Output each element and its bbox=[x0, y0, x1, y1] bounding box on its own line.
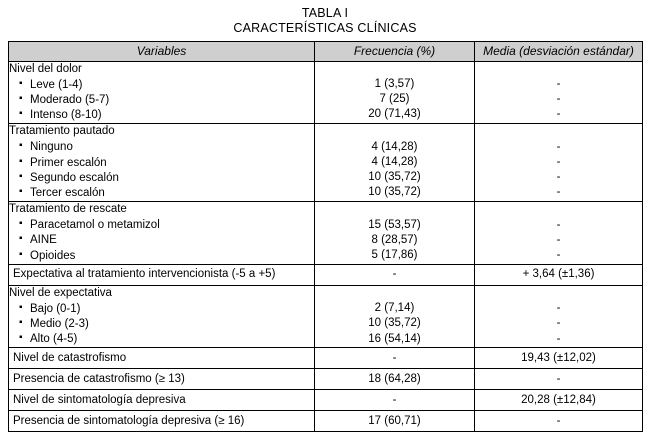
list-item: ▪ Segundo escalón bbox=[19, 171, 314, 186]
value-frequency: 2 (7,14) bbox=[315, 301, 474, 316]
value-frequency: 4 (14,28) bbox=[315, 140, 474, 155]
list-item: ▪ Ninguno bbox=[19, 140, 314, 155]
list-item: ▪ Paracetamol o metamizol bbox=[19, 218, 314, 233]
spacer bbox=[475, 62, 642, 77]
spacer bbox=[475, 125, 642, 140]
value-media: - bbox=[475, 140, 642, 155]
list-item: ▪ Moderado (5-7) bbox=[19, 93, 314, 108]
group-item-list bbox=[9, 218, 314, 264]
group-frequency-cell bbox=[315, 61, 475, 124]
value-media: - bbox=[475, 218, 642, 233]
row-label: Presencia de catastrofismo (≥ 13) bbox=[9, 369, 315, 390]
list-item: ▪ Medio (2-3) bbox=[19, 317, 314, 332]
value-frequency: 10 (35,72) bbox=[315, 185, 474, 200]
value-frequency: 4 (14,28) bbox=[315, 155, 474, 170]
group-media-cell bbox=[475, 202, 643, 265]
table-title-line-2: CARACTERÍSTICAS CLÍNICAS bbox=[8, 21, 642, 36]
table-row bbox=[9, 411, 643, 432]
list-item: ▪ Leve (1-4) bbox=[19, 78, 314, 93]
value-media: - bbox=[475, 185, 642, 200]
header-row bbox=[9, 41, 643, 61]
value-media: - bbox=[475, 369, 643, 390]
value-media: - bbox=[475, 77, 642, 92]
list-item: ▪ Bajo (0-1) bbox=[19, 302, 314, 317]
value-frequency: 1 (3,57) bbox=[315, 77, 474, 92]
table-row bbox=[9, 369, 643, 390]
value-frequency: - bbox=[315, 348, 475, 369]
value-media: - bbox=[475, 332, 642, 347]
group-frequency-cell bbox=[315, 202, 475, 265]
value-frequency: 15 (53,57) bbox=[315, 218, 474, 233]
table-row bbox=[9, 390, 643, 411]
list-item: ▪ Intenso (8-10) bbox=[19, 108, 314, 123]
value-frequency: 16 (54,14) bbox=[315, 332, 474, 347]
value-media: - bbox=[475, 411, 643, 432]
value-frequency: 20 (71,43) bbox=[315, 107, 474, 122]
table-row bbox=[9, 264, 643, 285]
value-media: - bbox=[475, 107, 642, 122]
row-label: Expectativa al tratamiento intervencionista (-5 a +5) bbox=[9, 264, 315, 285]
value-frequency: 17 (60,71) bbox=[315, 411, 475, 432]
table-title bbox=[8, 6, 642, 36]
group-media-cell bbox=[475, 285, 643, 348]
table-row bbox=[9, 348, 643, 369]
group-variables-cell bbox=[9, 285, 315, 348]
group-item-list bbox=[9, 140, 314, 201]
table-body bbox=[9, 61, 643, 432]
value-media: - bbox=[475, 301, 642, 316]
table-row bbox=[9, 202, 643, 265]
list-item: ▪ AINE bbox=[19, 233, 314, 248]
value-media: - bbox=[475, 316, 642, 331]
header-frecuencia: Frecuencia (%) bbox=[315, 41, 475, 61]
group-media-cell bbox=[475, 124, 643, 202]
list-item: ▪ Opioides bbox=[19, 249, 314, 264]
spacer bbox=[315, 125, 474, 140]
row-label: Nivel de catastrofismo bbox=[9, 348, 315, 369]
table-row bbox=[9, 61, 643, 124]
value-media: - bbox=[475, 170, 642, 185]
spacer bbox=[315, 203, 474, 218]
group-item-list bbox=[9, 302, 314, 348]
row-label: Nivel de sintomatología depresiva bbox=[9, 390, 315, 411]
value-frequency: 10 (35,72) bbox=[315, 316, 474, 331]
table-header bbox=[9, 41, 643, 61]
list-item: ▪ Alto (4-5) bbox=[19, 332, 314, 347]
group-heading: Nivel del dolor bbox=[9, 62, 314, 78]
value-media: 20,28 (±12,84) bbox=[475, 390, 643, 411]
row-label: Presencia de sintomatología depresiva (≥ 16) bbox=[9, 411, 315, 432]
group-variables-cell bbox=[9, 202, 315, 265]
spacer bbox=[475, 203, 642, 218]
group-heading: Tratamiento de rescate bbox=[9, 202, 314, 218]
value-media: 19,43 (±12,02) bbox=[475, 348, 643, 369]
value-media: - bbox=[475, 155, 642, 170]
value-frequency: - bbox=[315, 264, 475, 285]
group-variables-cell bbox=[9, 124, 315, 202]
header-media: Media (desviación estándar) bbox=[475, 41, 643, 61]
header-variables: Variables bbox=[9, 41, 315, 61]
value-media: + 3,64 (±1,36) bbox=[475, 264, 643, 285]
spacer bbox=[475, 286, 642, 301]
value-frequency: 10 (35,72) bbox=[315, 170, 474, 185]
spacer bbox=[315, 286, 474, 301]
table-row bbox=[9, 285, 643, 348]
list-item: ▪ Primer escalón bbox=[19, 156, 314, 171]
value-media: - bbox=[475, 233, 642, 248]
group-heading: Nivel de expectativa bbox=[9, 286, 314, 302]
table-row bbox=[9, 124, 643, 202]
value-frequency: 5 (17,86) bbox=[315, 248, 474, 263]
group-heading: Tratamiento pautado bbox=[9, 124, 314, 140]
group-item-list bbox=[9, 78, 314, 124]
group-frequency-cell bbox=[315, 285, 475, 348]
value-media: - bbox=[475, 248, 642, 263]
value-frequency: 18 (64,28) bbox=[315, 369, 475, 390]
value-media: - bbox=[475, 92, 642, 107]
group-media-cell bbox=[475, 61, 643, 124]
spacer bbox=[315, 62, 474, 77]
value-frequency: 8 (28,57) bbox=[315, 233, 474, 248]
group-variables-cell bbox=[9, 61, 315, 124]
list-item: ▪ Tercer escalón bbox=[19, 186, 314, 201]
table-title-line-1: TABLA I bbox=[8, 6, 642, 21]
group-frequency-cell bbox=[315, 124, 475, 202]
value-frequency: 7 (25) bbox=[315, 92, 474, 107]
value-frequency: - bbox=[315, 390, 475, 411]
clinical-characteristics-table bbox=[8, 41, 643, 432]
